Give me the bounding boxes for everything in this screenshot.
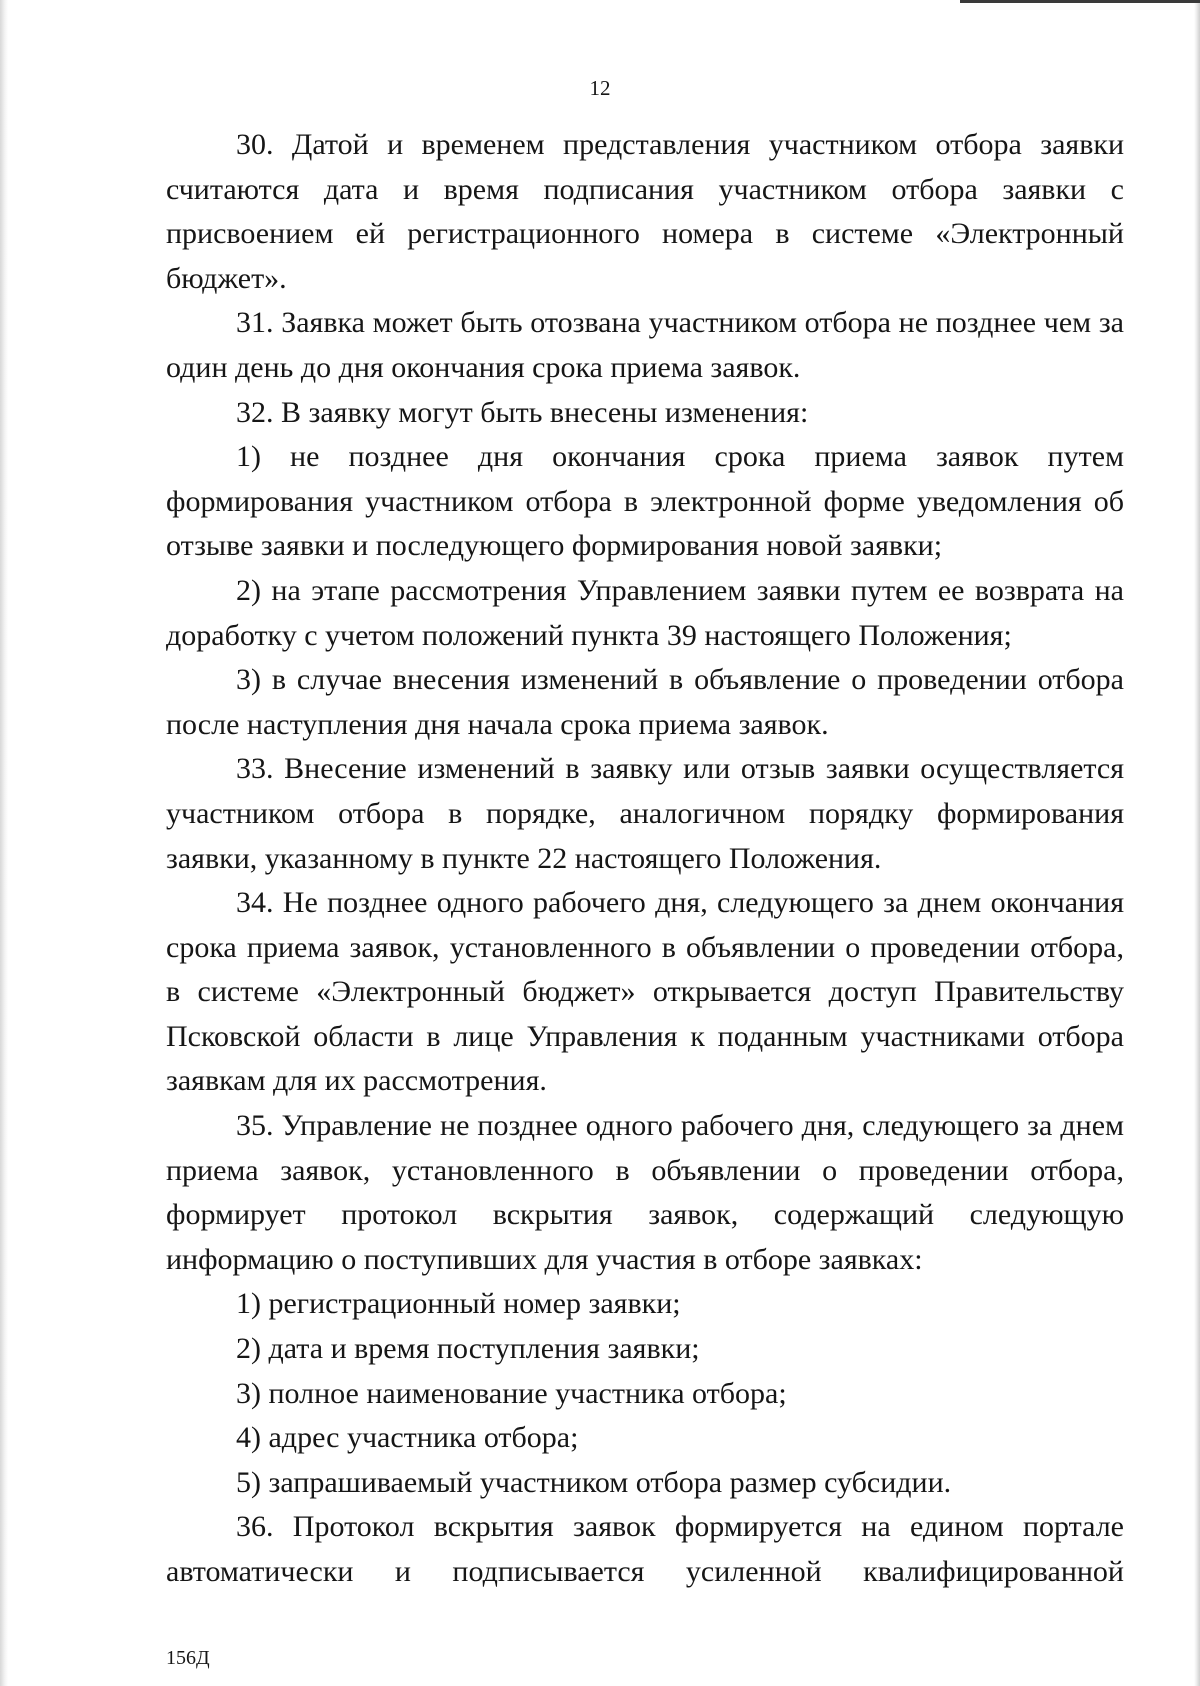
list-item: 2) на этапе рассмотрения Управлением заявки путем ее возврата на доработку с учетом положений пункта 39 настоящего Положения; — [166, 573, 1124, 652]
paragraph: 36. Протокол вскрытия заявок формируется на едином портале автоматически и подписывается усиленной квалифицированной — [166, 1510, 1124, 1588]
paragraph: 35. Управление не позднее одного рабочего дня, следующего за днем приема заявок, установленного в объявлении о проведении отбора, формирует протокол вскрытия заявок, содержащий следующую информацию о поступивших для участия в отборе заявках: — [166, 1109, 1124, 1276]
list-item: 3) в случае внесения изменений в объявление о проведении отбора после наступления дня начала срока приема заявок. — [166, 663, 1124, 741]
scan-left-edge — [0, 0, 8, 1686]
list-item: 3) полное наименование участника отбора; — [236, 1376, 787, 1410]
paragraph: 33. Внесение изменений в заявку или отзыв заявки осуществляется участником отбора в порядке, аналогичном порядку формирования заявки, указанному в пункте 22 настоящего Положения. — [166, 752, 1124, 875]
document-body — [166, 123, 1124, 1595]
footer-code: 156Д — [166, 1647, 210, 1669]
list-item: 5) запрашиваемый участником отбора размер субсидии. — [236, 1465, 952, 1499]
paragraph: 30. Датой и временем представления участником отбора заявки считаются дата и время подписания участником отбора заявки с присвоением ей регистрационного номера в системе «Электронный бюджет». — [166, 128, 1124, 295]
list-item: 1) не позднее дня окончания срока приема заявок путем формирования участником отбора в электронной форме уведомления об отзыве заявки и последующего формирования новой заявки; — [166, 440, 1124, 563]
list-item: 1) регистрационный номер заявки; — [236, 1287, 681, 1321]
scan-right-edge — [1194, 0, 1200, 1686]
list-item: 4) адрес участника отбора; — [236, 1421, 579, 1455]
page-number: 12 — [589, 76, 611, 100]
paragraph: 34. Не позднее одного рабочего дня, следующего за днем окончания срока приема заявок, установленного в объявлении о проведении отбора, в системе «Электронный бюджет» открывается доступ Правительству Псковской области в лице Управления к поданным участниками отбора заявкам для их рассмотрения. — [166, 886, 1124, 1098]
paragraph: 32. В заявку могут быть внесены изменения: — [236, 395, 809, 429]
paragraph: 31. Заявка может быть отозвана участником отбора не позднее чем за один день до дня окончания срока приема заявок. — [166, 306, 1124, 384]
list-item: 2) дата и время поступления заявки; — [236, 1332, 700, 1366]
scan-top-edge-line — [960, 0, 1200, 3]
